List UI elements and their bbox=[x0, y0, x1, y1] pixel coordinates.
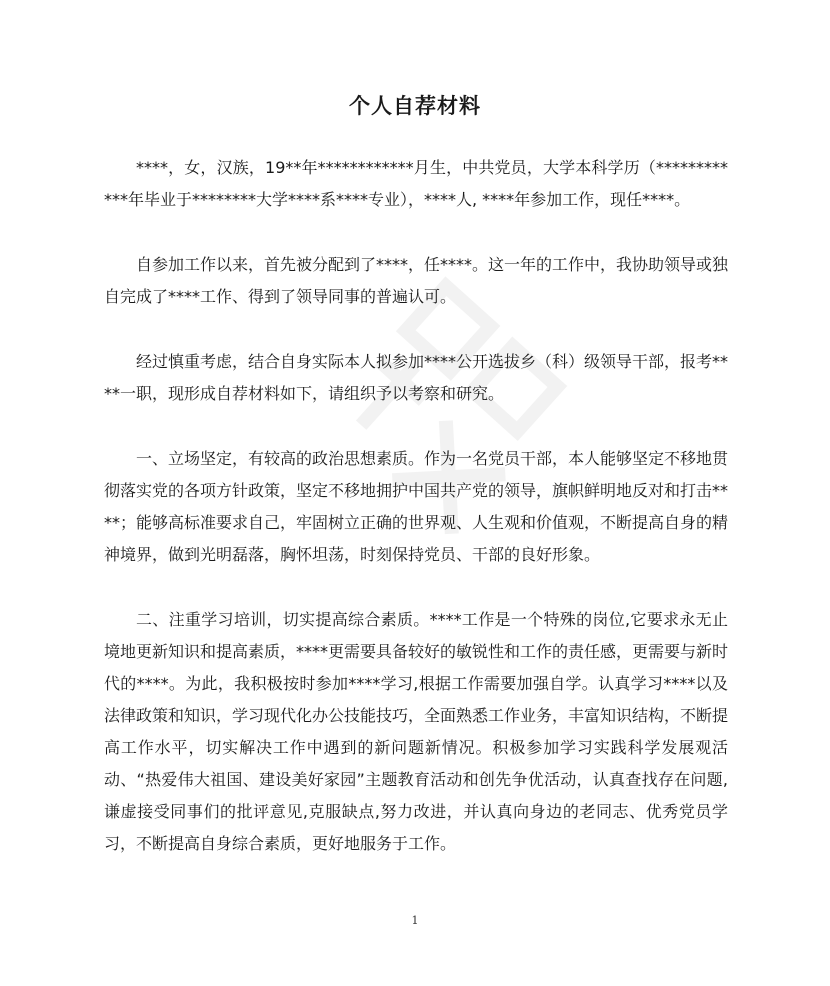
paragraph-application: 经过慎重考虑，结合自身实际本人拟参加****公开选拔乡（科）级领导干部，报考****一职，现形成自荐材料如下，请组织予以考察和研究。 bbox=[104, 352, 729, 403]
page-number: 1 bbox=[411, 914, 419, 927]
paragraph-personal-info: ****，女，汉族，19**年************月生，中共党员，大学本科学历（************年毕业于********大学****系****专业），****人, ****年参加工作，现任****。 bbox=[104, 158, 728, 209]
document-body bbox=[104, 152, 728, 893]
paragraph-learning: 二、注重学习培训，切实提高综合素质。****工作是一个特殊的岗位,它要求永无止境地更新知识和提高素质，****更需要具备较好的敏锐性和工作的责任感，更需要与新时代的****。为此，我积极按时参加****学习,根据工作需要加强自学。认真学习****以及法律政策和知识，学习现代化办公技能技巧，全面熟悉工作业务，丰富知识结构，不断提高工作水平，切实解决工作中遇到的新问题新情况。积极参加学习实践科学发展观活动、“热爱伟大祖国、建设美好家园”主题教育活动和创先争优活动，认真查找存在问题,谦虚接受同事们的批评意见,克服缺点,努力改进，并认真向身边的老同志、优秀党员学习，不断提高自身综合素质，更好地服务于工作。 bbox=[104, 610, 729, 853]
paragraph-political-quality: 一、立场坚定，有较高的政治思想素质。作为一名党员干部，本人能够坚定不移地贯彻落实党的各项方针政策，坚定不移地拥护中国共产党的领导，旗帜鲜明地反对和打击****；能够高标准要求自己，牢固树立正确的世界观、人生观和价值观，不断提高自身的精神境界，做到光明磊落，胸怀坦荡，时刻保持党员、干部的良好形象。 bbox=[104, 449, 729, 564]
paragraph-work-history: 自参加工作以来，首先被分配到了****，任****。这一年的工作中，我协助领导或独自完成了****工作、得到了领导同事的普遍认可。 bbox=[104, 255, 729, 306]
document-title: 个人自荐材料 bbox=[349, 94, 481, 118]
